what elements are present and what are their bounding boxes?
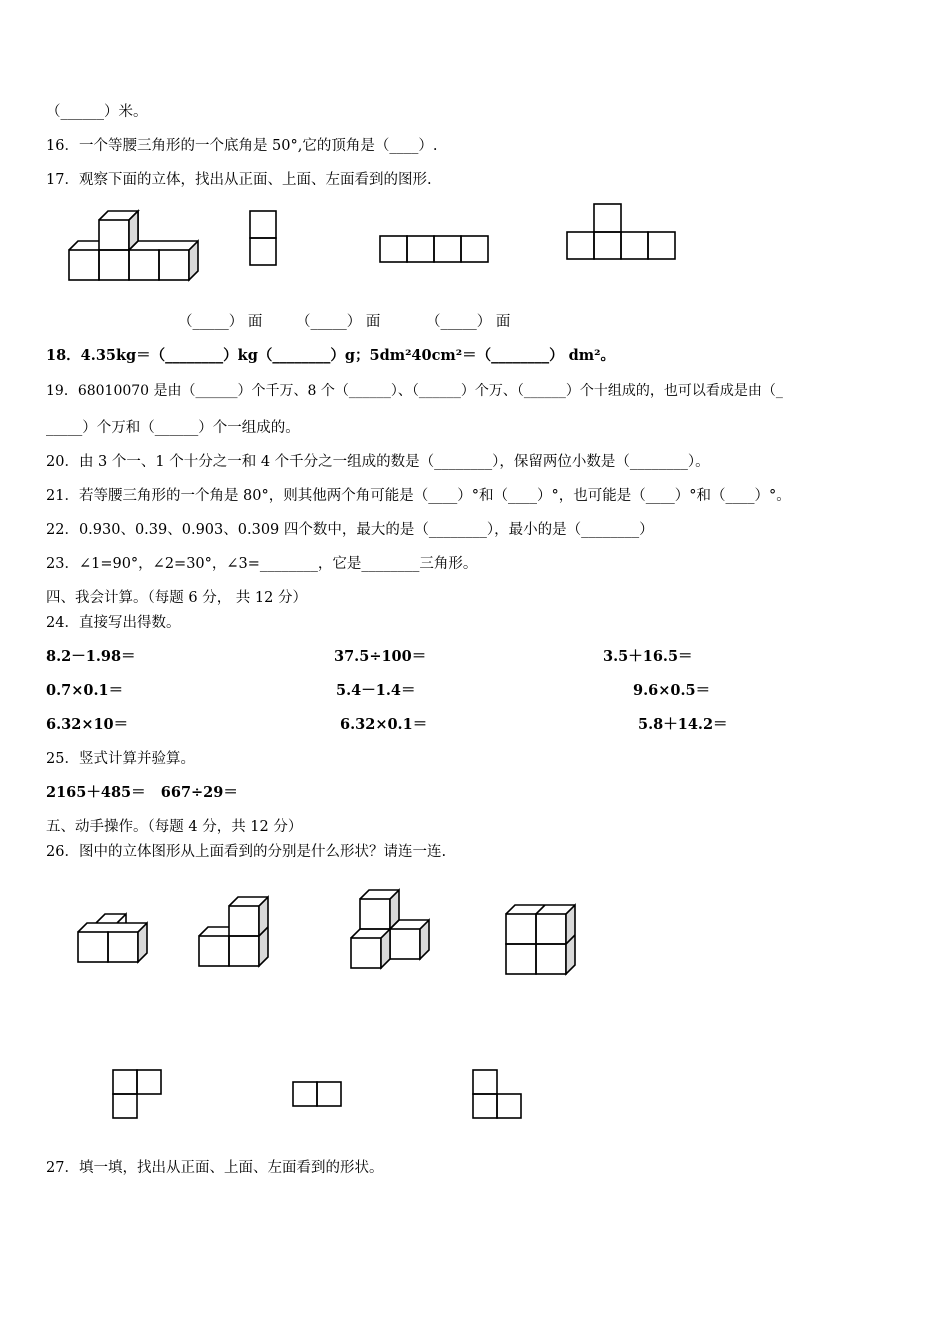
- q26-solid-1: [76, 910, 156, 966]
- question-23: 23．∠1=90°，∠2=30°，∠3=________，它是________三角形。: [46, 556, 478, 572]
- question-24: 24．直接写出得数。: [46, 615, 181, 631]
- section-5-heading: 五、动手操作。（每题 4 分，共 12 分）: [46, 819, 303, 835]
- q26-solid-4: [504, 902, 584, 978]
- calc-item: 5.4－1.4＝: [336, 682, 416, 699]
- q17-view-c: [566, 202, 678, 262]
- question-25-items: 2165＋485＝ 667÷29＝: [46, 784, 238, 801]
- calc-item: 8.2－1.98＝: [46, 648, 136, 665]
- calc-item: 0.7×0.1＝: [46, 682, 124, 699]
- q17-blank-1: （_____） 面: [178, 314, 263, 330]
- question-25: 25．竖式计算并验算。: [46, 751, 195, 767]
- q26-solid-3: [348, 886, 438, 972]
- q26-solid-2: [197, 894, 277, 970]
- calc-item: 5.8＋14.2＝: [638, 716, 728, 733]
- question-26: 26．图中的立体图形从上面看到的分别是什么形状？请连一连.: [46, 844, 447, 860]
- calc-item: 9.6×0.5＝: [633, 682, 711, 699]
- question-27: 27．填一填，找出从正面、上面、左面看到的形状。: [46, 1160, 384, 1176]
- calc-item: 3.5＋16.5＝: [603, 648, 693, 665]
- calc-item: 6.32×0.1＝: [340, 716, 428, 733]
- q26-view-2: [291, 1080, 345, 1110]
- q26-view-3: [471, 1068, 525, 1120]
- calc-item: 6.32×10＝: [46, 716, 129, 733]
- question-19-line2: _____）个万和（______）个一组成的。: [46, 420, 300, 436]
- question-17: 17．观察下面的立体，找出从正面、上面、左面看到的图形.: [46, 172, 432, 188]
- q17-solid-figure: [68, 208, 203, 283]
- question-21: 21．若等腰三角形的一个角是 80°，则其他两个角可能是（____）°和（____）°，也可能是（____）°和（____）°。: [46, 488, 791, 504]
- question-16: 16．一个等腰三角形的一个底角是 50°,它的顶角是（____）.: [46, 138, 438, 154]
- question-20: 20．由 3 个一、1 个十分之一和 4 个千分之一组成的数是（________），保留两位小数是（________）。: [46, 454, 710, 470]
- calc-item: 37.5÷100＝: [334, 648, 427, 665]
- question-22: 22．0.930、0.39、0.903、0.309 四个数中，最大的是（________），最小的是（________）: [46, 522, 654, 538]
- q26-view-1: [111, 1068, 165, 1120]
- q17-blank-3: （_____） 面: [426, 314, 511, 330]
- q17-view-a: [249, 210, 279, 268]
- q17-blank-2: （_____） 面: [296, 314, 381, 330]
- question-18: 18．4.35kg＝（________）kg（________）g；5dm²40cm²＝（________） dm²。: [46, 347, 616, 364]
- section-4-heading: 四、我会计算。（每题 6 分， 共 12 分）: [46, 590, 307, 606]
- question-19-line1: 19．68010070 是由（______）个千万、8 个（______）、（______）个万、（______）个十组成的，也可以看成是由（_: [46, 383, 783, 399]
- q15-tail: （______）米。: [46, 104, 148, 120]
- q17-view-b: [379, 234, 491, 266]
